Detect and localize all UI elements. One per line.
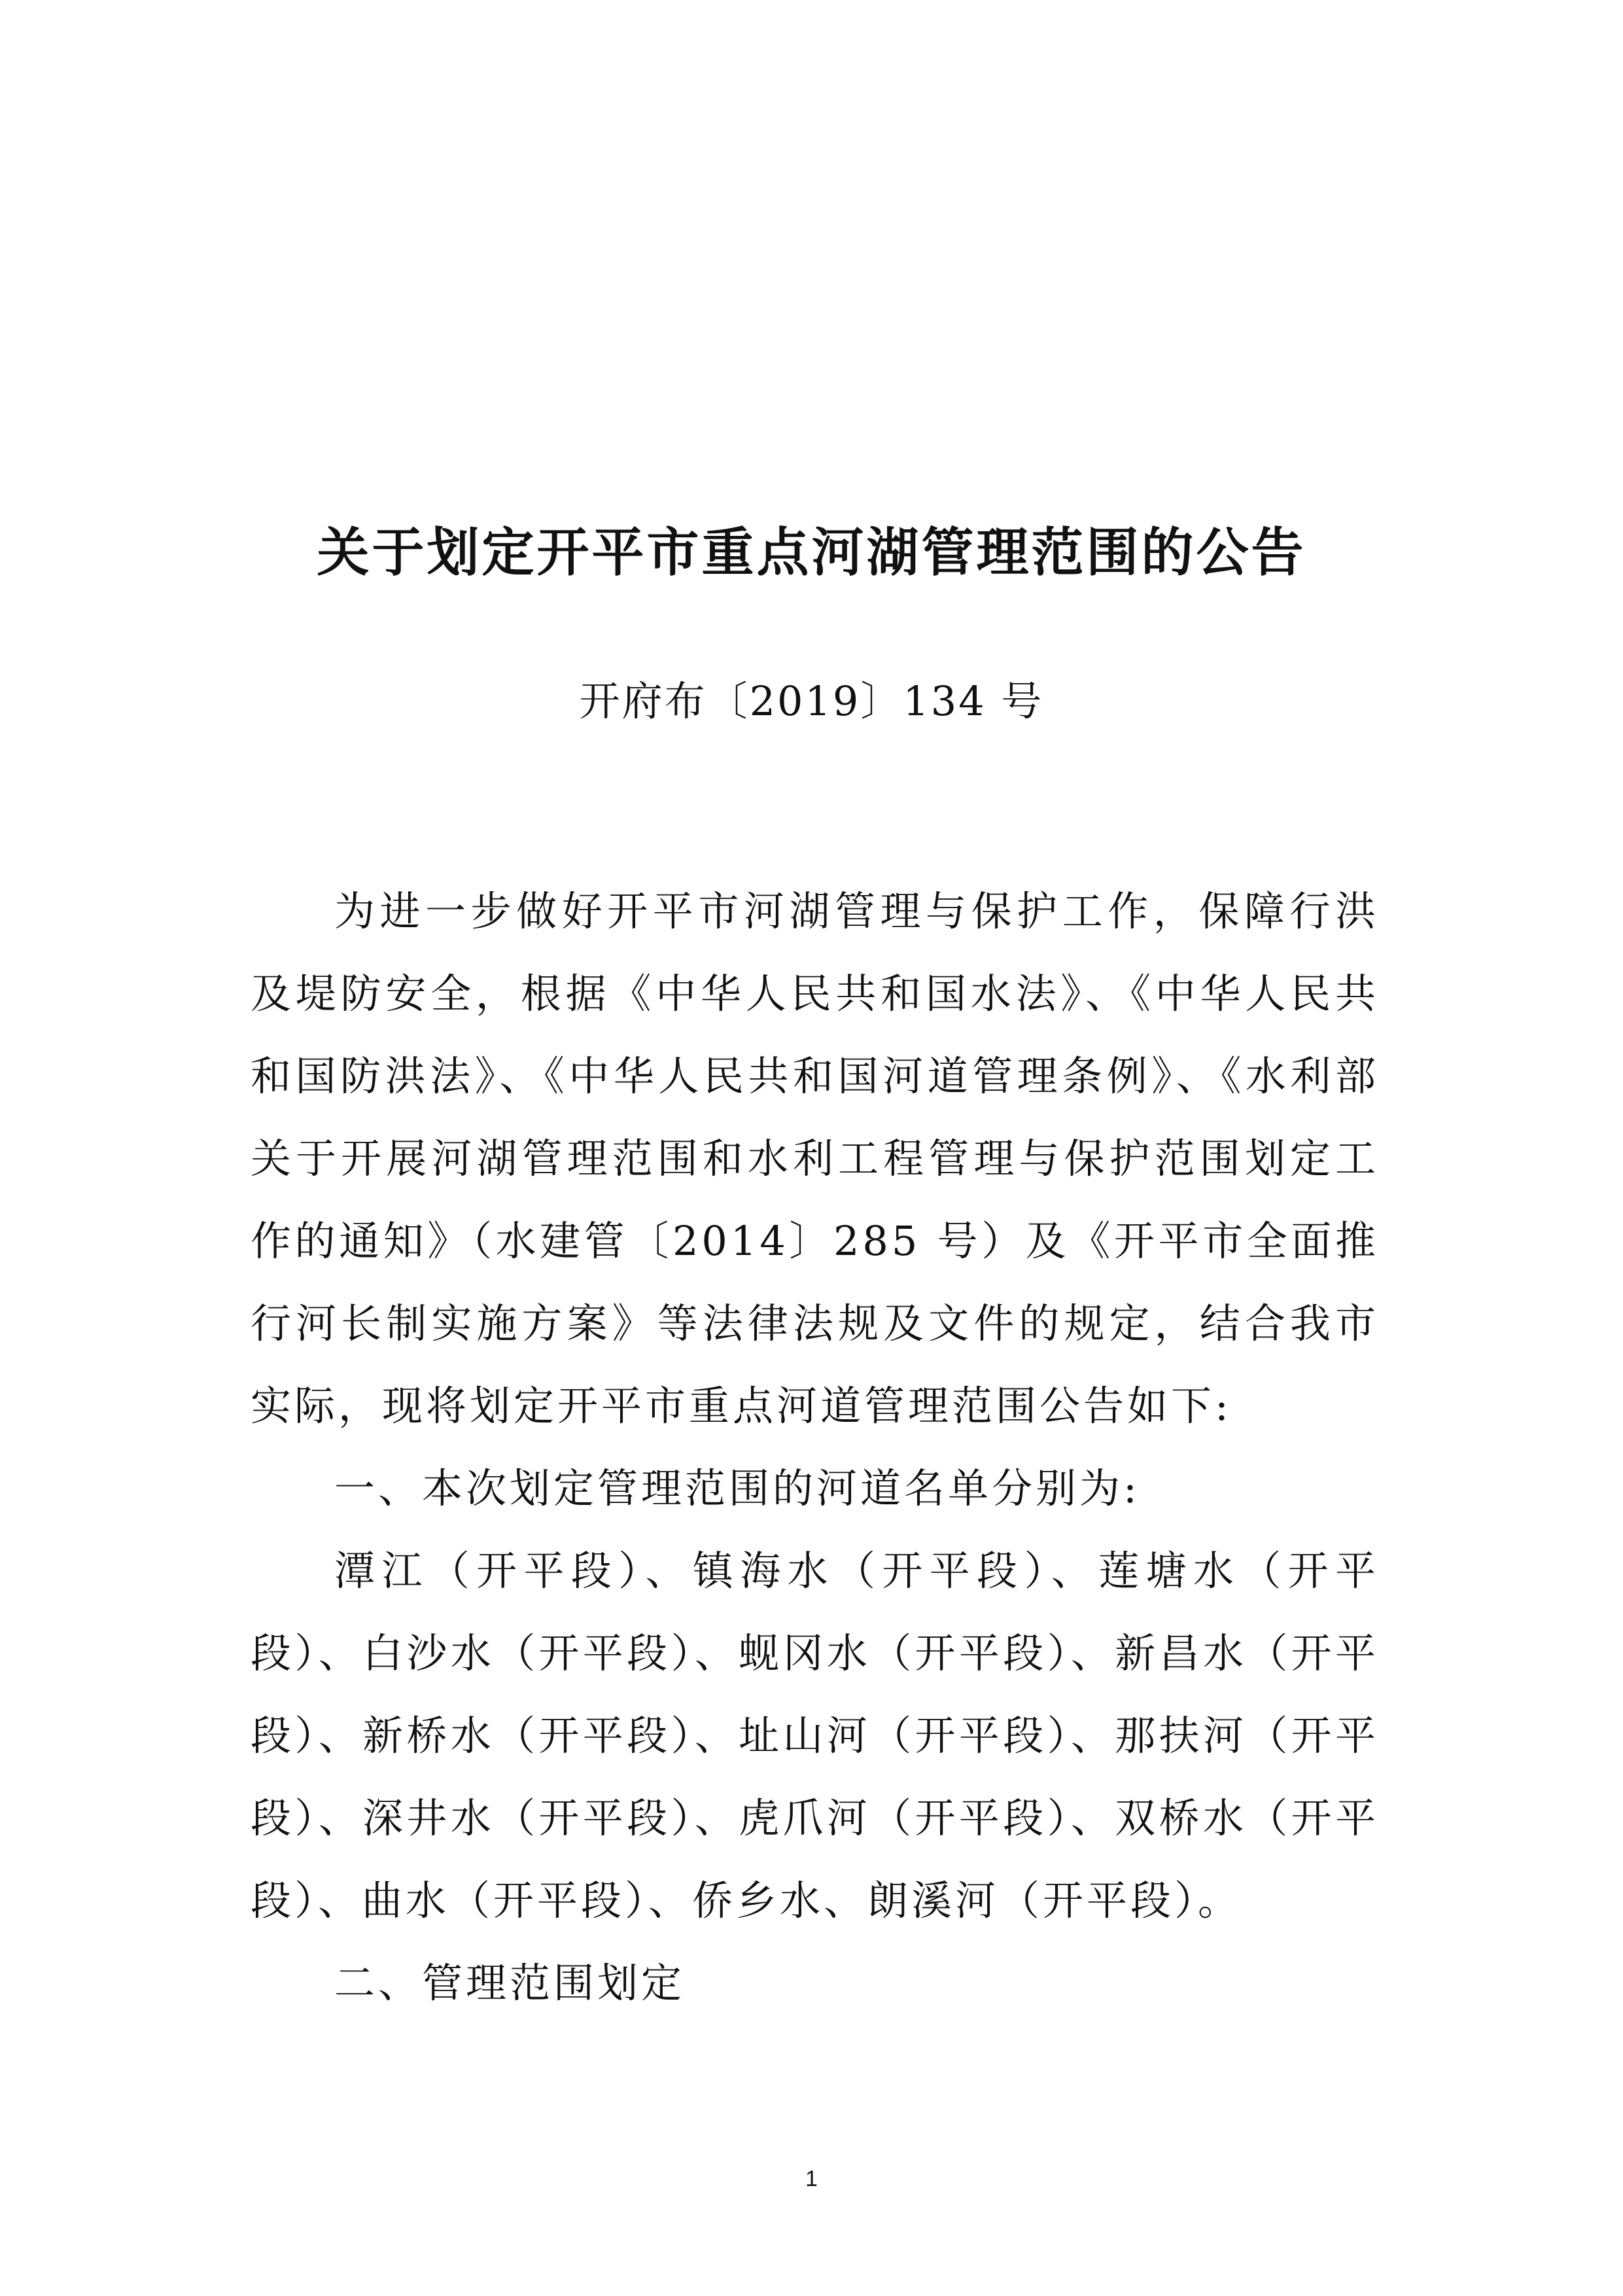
paragraph-section-one-heading: 一、本次划定管理范围的河道名单分别为: (334, 1464, 1140, 1512)
document-title: 关于划定开平市重点河湖管理范围的公告 (317, 522, 1306, 583)
paragraph-river-list: 潭江（开平段）、镇海水（开平段）、莲塘水（开平段）、白沙水（开平段）、蚬冈水（开平段）、新昌水（开平段）、新桥水（开平段）、址山河（开平段）、那扶河（开平段）、深井水（开平段）、虎爪河（开平段）、双桥水（开平段）、曲水（开平段）、侨乡水、朗溪河（开平段）。 (251, 1547, 1379, 1924)
paragraph-intro: 为进一步做好开平市河湖管理与保护工作，保障行洪及堤防安全，根据《中华人民共和国水法》、《中华人民共和国防洪法》、《中华人民共和国河道管理条例》、《水利部关于开展河湖管理范围和水利工程管理与保护范围划定工作的通知》（水建管〔2014〕285 号）及《开平市全面推行河长制实施方案》等法律法规及文件的规定，结合我市实际，现将划定开平市重点河道管理范围公告如下: (251, 887, 1379, 1430)
document-body (251, 870, 1379, 2024)
page-number: 1 (805, 2166, 818, 2191)
document-number: 开府布〔2019〕134 号 (579, 677, 1044, 725)
paragraph-section-two-heading: 二、管理范围划定 (334, 1959, 686, 2007)
